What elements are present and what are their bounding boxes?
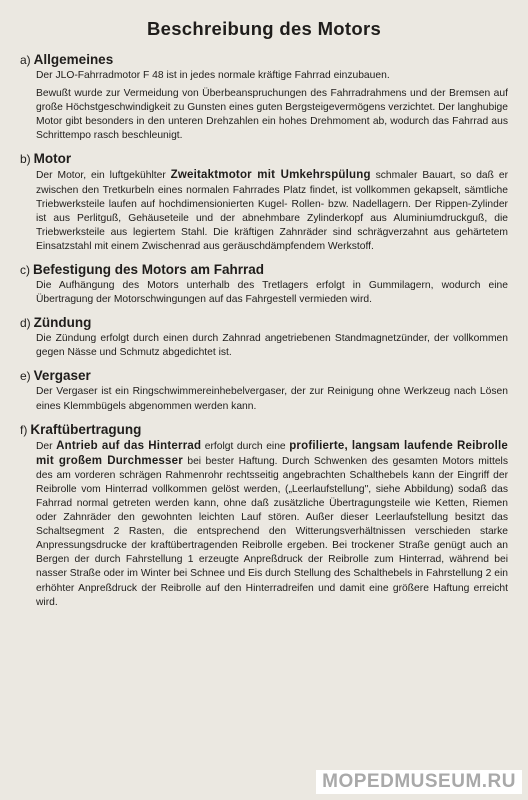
text-run: Der (36, 440, 57, 452)
section-heading (20, 422, 508, 438)
section-title: Allgemeines (33, 52, 114, 67)
section-letter: c) (20, 263, 30, 278)
text-run: bei bester Haftung. Durch Schwenken des gesamten Motors mittels des am vorderen schrägen Rahmenrohr rechtsseitig angebrachten Schalthebels kann der Eingriff der Reibrolle vom Hinterrad vollkommen gelöst werden, („Leerlaufstellung", siehe Abbildung) sodaß das Fahrrad normal getreten werden kann, ohne daß zusätzliche Übertragungsteile wie Ketten, Riemen oder Zahnräder den gewohnten leichten Lauf stören. Außer dieser Leerlaufstellung besitzt das Schaltsegment 2 Rasten, die entsprechend den Witterungsverhältnissen verschieden starke Anpressungsdrucke der kraftübertragenden Reibrolle ergeben. Bei trockener Straße genügt auch an Bergen der durch Fahrstellung 1 erzeugte Anpreßdruck der Reibrolle zum Hinterrad, während bei nasser Straße oder im Winter bei Schnee und Eis durch Stellung des Schalthebels in Fahrstellung 2 ein erhöhter Anpreßdruck der Reibrolle auf den Hinterradreifen und damit eine größere Haftung erreicht wird. (36, 455, 508, 608)
watermark-label: MOPEDMUSEUM.RU (316, 770, 522, 794)
text-run: schmaler Bauart, so daß er zwischen den Tretkurbeln eines normalen Fahrrades Platz findet, ist vollkommen gekapselt, sämtliche Triebwerksteile laufen auf hochdimensionierten Kugel- Rollen- bzw. Nadellagern. Der Rippen-Zylinder ist aus Perlitguß, Gehäuseteile und der abnehmbare Zylinderkopf aus Aluminiumdruckguß, die Triebwerksteile aus legiertem Stahl. Die kräftigen Zahnräder sind schrägverzahnt aus gehärtetem Einsatzstahl mit einem Zwischenrad aus geräuschdämpfendem Werkstoff. (36, 170, 509, 252)
section-heading (20, 262, 508, 278)
emphasis-text: Antrieb auf das Hinterrad (56, 439, 202, 452)
section-letter: b) (20, 152, 31, 167)
paragraph: Die Zündung erfolgt durch einen durch Zahnrad angetriebenen Standmagnetzünder, der vollkommen gegen Nässe und Schmutz abgedichtet ist. (36, 333, 508, 359)
section-letter: d) (20, 316, 31, 331)
section-letter: a) (20, 53, 31, 67)
section-title: Kraftübertragung (30, 421, 142, 437)
section-heading (20, 52, 508, 68)
section-heading (20, 315, 508, 331)
page-title: Beschreibung des Motors (146, 18, 382, 39)
paragraph: Die Aufhängung des Motors unterhalb des Tretlagers erfolgt in Gummilagern, wodurch eine Übertragung der Motorschwingungen auf das Fahrgestell vermieden wird. (36, 280, 508, 306)
emphasis-text: Zweitaktmotor mit Umkehrspülung (170, 169, 371, 182)
section-zuendung (20, 315, 508, 360)
paragraph: Der JLO-Fahrradmotor F 48 ist in jedes normale kräftige Fahrrad einzubauen. (36, 70, 390, 81)
section-vergaser (20, 368, 508, 413)
paragraph (36, 168, 508, 254)
section-title: Zündung (33, 315, 92, 331)
paragraph: Bewußt wurde zur Vermeidung von Überbeanspruchungen des Fahrradrahmens und der Bremsen auf große Höchstgeschwindigkeit zu Gunsten eines guten Bergsteigevermögens verzichtet. Der langhubige Motor gibt besonders in den unteren Drehzahlen ein hohes Drehmoment ab, wodurch das Fahrrad aus Schrittempo rasch beschleunigt. (36, 88, 508, 142)
text-run: erfolgt durch eine (201, 440, 290, 452)
text-run: Der Motor, ein luftgekühlter (36, 170, 171, 182)
section-title: Motor (33, 151, 72, 167)
section-motor (20, 151, 508, 254)
section-letter: e) (20, 369, 31, 384)
section-title: Befestigung des Motors am Fahrrad (33, 262, 265, 278)
paragraph: Der Vergaser ist ein Ringschwimmereinhebelvergaser, der zur Reinigung ohne Werkzeug nach Lösen eines Klemmbügels abgenommen werden kann. (36, 386, 508, 412)
emphasis-text: profilierte, langsam laufende Reibrolle mit großem Durchmesser (36, 439, 509, 467)
section-heading (20, 368, 508, 384)
section-befestigung (20, 262, 508, 307)
section-title: Vergaser (33, 368, 91, 384)
section-allgemeines (20, 52, 508, 143)
paragraph (36, 439, 508, 610)
section-heading (20, 151, 508, 167)
section-letter: f) (20, 422, 28, 437)
section-kraftuebertragung (20, 422, 508, 610)
